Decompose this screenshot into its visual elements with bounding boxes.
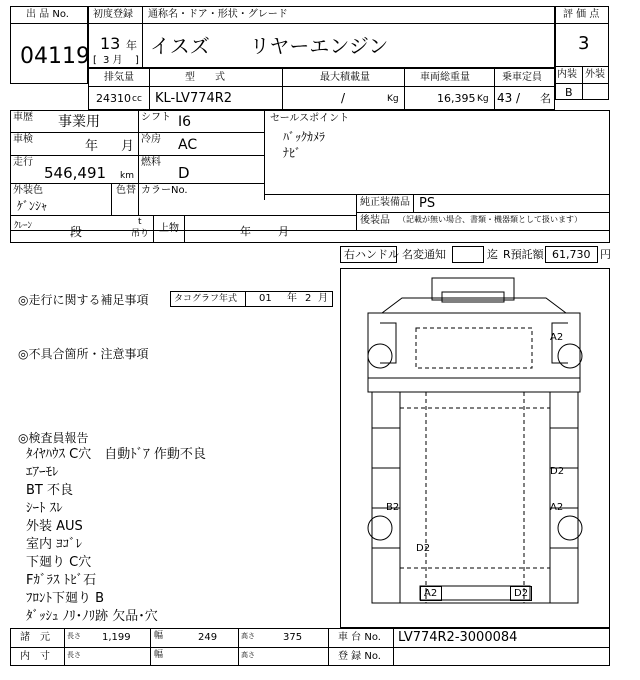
fuel-label: 燃料 bbox=[141, 157, 161, 168]
sales-point-1: ﾊﾞｯｸｶﾒﾗ bbox=[283, 130, 326, 144]
inspector-item: ｴｱｰﾓﾚ bbox=[26, 465, 59, 480]
history-value: 事業用 bbox=[58, 114, 100, 130]
height-label-2: 高さ bbox=[241, 651, 255, 659]
gross-weight-unit: Kg bbox=[477, 94, 489, 104]
car-name: イスズ リヤーエンジン bbox=[150, 34, 389, 58]
defects-label: ◎不具合箇所・注意事項 bbox=[18, 347, 149, 361]
tacho-month-unit: 月 bbox=[318, 293, 328, 304]
length-value: 1,199 bbox=[102, 632, 131, 643]
reg-no-label: 登 録 No. bbox=[338, 651, 381, 662]
history-label: 車歴 bbox=[13, 112, 33, 123]
gross-weight-value: 16,395 bbox=[437, 92, 476, 105]
width-value: 249 bbox=[198, 632, 218, 643]
color-no-label: 色替 bbox=[116, 185, 136, 196]
width-label: 幅 bbox=[154, 631, 164, 641]
shift-label: シフト bbox=[141, 112, 171, 123]
capacity-slash: / bbox=[516, 91, 521, 105]
aftermarket-label: 後装品 bbox=[360, 215, 390, 226]
vehicle-diagram bbox=[340, 268, 610, 628]
model-label: 型 式 bbox=[185, 72, 225, 83]
score-value: 3 bbox=[578, 33, 590, 54]
exterior-color-value: ｹﾞﾝｼｬ bbox=[17, 199, 48, 213]
name-label: 通称名・ドア・形状・グレード bbox=[148, 9, 288, 20]
max-load-value: / bbox=[341, 91, 346, 105]
exterior-label: 外装 bbox=[585, 69, 605, 80]
inspector-item: ﾌﾛﾝﾄ下廻り B bbox=[26, 591, 105, 606]
inspection-year: 年 bbox=[85, 139, 99, 154]
crane-label: ｸﾚｰﾝ bbox=[14, 221, 33, 231]
mark-a2-rear: A2 bbox=[424, 588, 438, 599]
score-label: 評 価 点 bbox=[563, 9, 600, 20]
tacho-month: 2 bbox=[305, 293, 312, 304]
displacement-value: 24310 bbox=[96, 92, 131, 105]
interior-grade: B bbox=[565, 86, 573, 99]
reg-year: 13 bbox=[100, 34, 121, 53]
r-deposit-label: R預託額 bbox=[503, 248, 544, 261]
width-label-2: 幅 bbox=[154, 650, 164, 660]
shift-value: I6 bbox=[178, 114, 192, 130]
first-reg-label: 初度登録 bbox=[93, 9, 133, 20]
crane-lift: 吊り bbox=[131, 229, 150, 239]
sales-point-label: セールスポイント bbox=[270, 113, 350, 124]
mileage-unit: km bbox=[120, 171, 134, 181]
max-load-unit: Kg bbox=[387, 94, 399, 104]
inspection-label: 車検 bbox=[13, 134, 33, 145]
inspector-item: ﾀｲﾔﾊｳｽ C穴 自動ﾄﾞｱ 作動不良 bbox=[26, 447, 206, 462]
chassis-label: 車 台 No. bbox=[338, 632, 381, 643]
sales-point-2: ﾅﾋﾞ bbox=[283, 146, 302, 160]
inspector-item: 室内 ﾖｺﾞﾚ bbox=[26, 537, 83, 552]
tacho-label: タコグラフ年式 bbox=[174, 294, 238, 304]
r-deposit-unit: 円 bbox=[600, 248, 611, 261]
inspection-month: 月 bbox=[121, 139, 135, 154]
reg-year-unit: 年 bbox=[126, 39, 137, 52]
capacity-unit: 名 bbox=[540, 92, 551, 105]
tacho-year-unit: 年 bbox=[287, 293, 297, 304]
reg-month-bracket-right: ] bbox=[135, 55, 139, 66]
inspector-label: ◎検査員報告 bbox=[18, 431, 89, 445]
exterior-color-label: 外装色 bbox=[13, 185, 43, 196]
steering-value: 右ハンドル bbox=[344, 248, 399, 261]
lot-label: 出 品 No. bbox=[26, 9, 69, 20]
top-body-label: 上物 bbox=[159, 223, 179, 234]
inspector-item: Fｶﾞﾗｽ ﾄﾋﾞ石 bbox=[26, 573, 97, 588]
length-label: 長さ bbox=[67, 632, 81, 640]
reg-month: 3 月 bbox=[103, 55, 123, 66]
inspector-item: 下廻り C穴 bbox=[26, 555, 92, 570]
interior-dims-label: 内 寸 bbox=[20, 651, 50, 662]
crane-stage: 段 bbox=[70, 225, 83, 239]
length-label-2: 長さ bbox=[67, 651, 81, 659]
color-code-label: カラーNo. bbox=[141, 185, 188, 196]
zone-label: 迄 bbox=[487, 248, 498, 261]
lot-number: 04119 bbox=[20, 44, 90, 69]
capacity-label: 乗車定員 bbox=[502, 72, 542, 83]
top-body-month: 月 bbox=[278, 225, 289, 238]
inspector-item: ｼｰﾄ ｽﾚ bbox=[26, 501, 63, 516]
model-value: KL-LV774R2 bbox=[155, 91, 233, 106]
driving-remarks-label: ◎走行に関する補足事項 bbox=[18, 293, 149, 307]
mileage-label: 走行 bbox=[13, 157, 33, 168]
fuel-value: D bbox=[178, 164, 190, 182]
mileage-value: 546,491 bbox=[44, 164, 107, 182]
inspector-item: BT 不良 bbox=[26, 483, 73, 498]
genuine-label: 純正装備品 bbox=[360, 197, 410, 208]
capacity-value: 43 bbox=[497, 91, 513, 105]
name-change-label: 名変通知 bbox=[402, 248, 446, 261]
gross-weight-label: 車両総重量 bbox=[420, 72, 470, 83]
genuine-value: PS bbox=[419, 196, 436, 211]
displacement-unit: cc bbox=[132, 94, 142, 104]
top-body-year: 年 bbox=[240, 225, 251, 238]
dims-label: 諸 元 bbox=[20, 632, 50, 643]
crane-ton: t bbox=[138, 217, 142, 227]
displacement-label: 排気量 bbox=[104, 72, 134, 83]
r-deposit-value: 61,730 bbox=[552, 248, 591, 261]
height-value: 375 bbox=[283, 632, 303, 643]
reg-month-bracket-left: [ bbox=[93, 55, 97, 66]
chassis-value: LV774R2-3000084 bbox=[398, 630, 518, 645]
inspector-item: 外装 AUS bbox=[26, 519, 83, 534]
tacho-year: 01 bbox=[259, 293, 272, 304]
aftermarket-note: （記載が無い場合、書類・機器類として扱います） bbox=[398, 215, 582, 224]
max-load-label: 最大積載量 bbox=[320, 72, 370, 83]
height-label: 高さ bbox=[241, 632, 255, 640]
ac-label: 冷房 bbox=[141, 134, 161, 145]
mark-b2-left: B2 bbox=[386, 502, 400, 513]
mark-d2-rear: D2 bbox=[514, 588, 529, 599]
mark-a2-lower: A2 bbox=[550, 502, 564, 513]
interior-label: 内装 bbox=[557, 69, 577, 80]
ac-value: AC bbox=[178, 137, 198, 153]
mark-d2-left: D2 bbox=[416, 543, 431, 554]
mark-d2-right: D2 bbox=[550, 466, 565, 477]
inspector-item: ﾀﾞｯｼｭ ﾉﾘ･ﾉﾘ跡 欠品･穴 bbox=[26, 609, 158, 624]
mark-a2-upper: A2 bbox=[550, 332, 564, 343]
name-change-box bbox=[452, 246, 484, 263]
